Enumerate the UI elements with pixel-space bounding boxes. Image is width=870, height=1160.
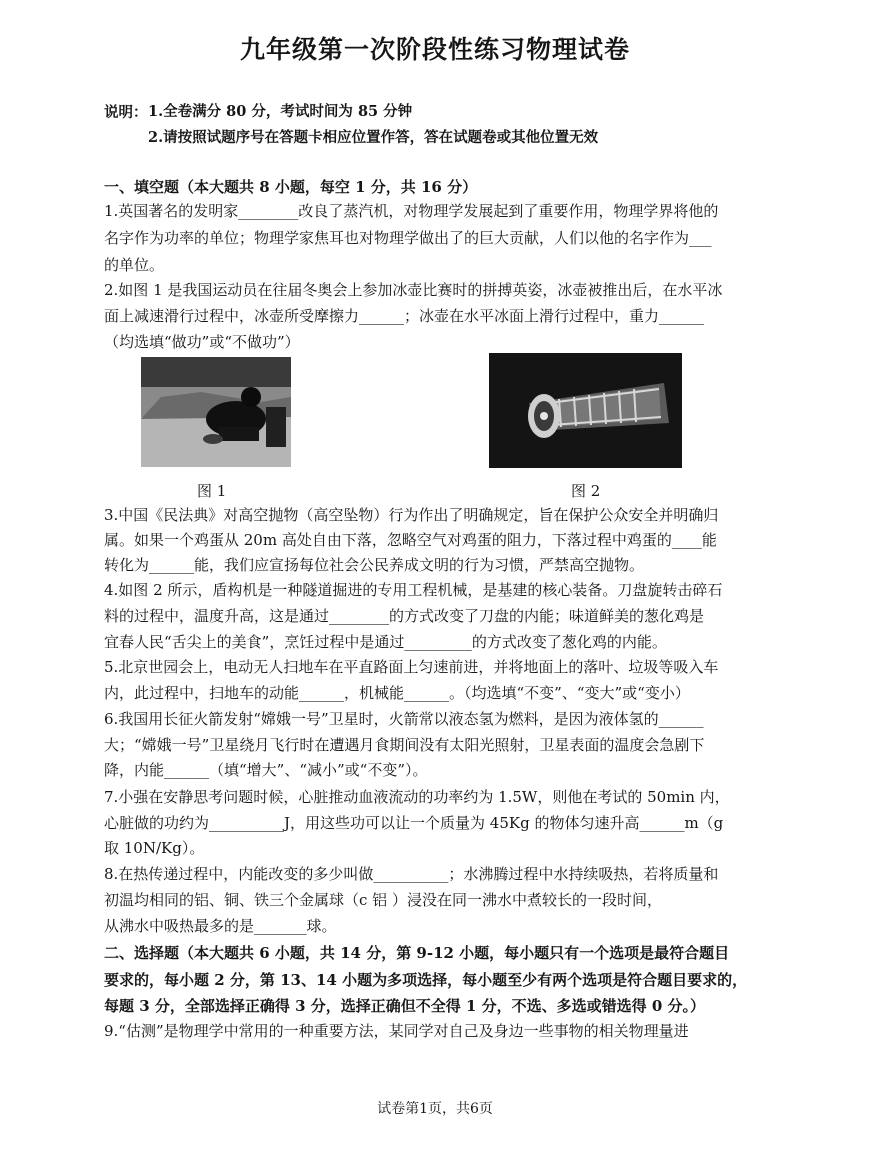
question-line: 2.如图 1 是我国运动员在往届冬奥会上参加冰壶比赛时的拼搏英姿，冰壶被推出后，在水平冰 xyxy=(104,281,723,299)
question-line: 面上减速滑行过程中，冰壶所受摩擦力______；冰壶在水平冰面上滑行过程中，重力______ xyxy=(104,307,705,325)
question-line: 心脏做的功约为__________J，用这些功可以让一个质量为 45Kg 的物体匀速升高______m（g xyxy=(104,814,724,832)
figure-1-curling-photo xyxy=(141,357,291,467)
question-line: 3.中国《民法典》对高空抛物（高空坠物）行为作出了明确规定，旨在保护公众安全并明确归 xyxy=(104,506,719,524)
figure-1-caption: 图 1 xyxy=(197,482,227,500)
question-line: 料的过程中，温度升高，这是通过________的方式改变了刀盘的内能；味道鲜美的葱化鸡是 xyxy=(104,607,705,625)
question-line: 从沸水中吸热最多的是_______球。 xyxy=(104,917,337,935)
question-line: 名字作为功率的单位；物理学家焦耳也对物理学做出了的巨大贡献，人们以他的名字作为___ xyxy=(104,229,712,247)
question-line: （均选填“做功”或“不做功”） xyxy=(104,333,300,351)
question-line: 宜春人民“舌尖上的美食”，烹饪过程中是通过_________的方式改变了葱化鸡的内能。 xyxy=(104,633,667,651)
question-line: 8.在热传递过程中，内能改变的多少叫做__________；水沸腾过程中水持续吸热，若将质量和 xyxy=(104,865,719,883)
notes-line-1: 1.全卷满分 80 分，考试时间为 85 分钟 xyxy=(148,103,413,120)
section-1-heading: 一、填空题（本大题共 8 小题，每空 1 分，共 16 分） xyxy=(104,178,478,196)
question-9-line: 9.“估测”是物理学中常用的一种重要方法，某同学对自己及身边一些事物的相关物理量进 xyxy=(104,1022,689,1040)
question-line: 7.小强在安静思考问题时候，心脏推动血液流动的功率约为 1.5W，则他在考试的 50min 内， xyxy=(104,788,730,806)
exam-title: 九年级第一次阶段性练习物理试卷 xyxy=(239,35,630,64)
section-2-heading-line: 每题 3 分，全部选择正确得 3 分，选择正确但不全得 1 分，不选、多选或错选得 0 分。） xyxy=(104,997,706,1015)
notes-line-2: 2.请按照试题序号在答题卡相应位置作答，答在试题卷或其他位置无效 xyxy=(148,129,599,146)
question-line: 内，此过程中，扫地车的动能______，机械能______。（均选填“不变”、“变大”或“变小） xyxy=(104,684,690,702)
question-line: 的单位。 xyxy=(104,256,165,274)
figure-2-boring-machine-photo xyxy=(489,353,682,468)
section-2-heading-line: 二、选择题（本大题共 6 小题，共 14 分，第 9-12 小题，每小题只有一个选项是最符合题目 xyxy=(104,944,730,962)
question-line: 5.北京世园会上，电动无人扫地车在平直路面上匀速前进，并将地面上的落叶、垃圾等吸入车 xyxy=(104,658,719,676)
question-line: 6.我国用长征火箭发射“嫦娥一号”卫星时，火箭常以液态氢为燃料，是因为液体氢的______ xyxy=(104,710,704,728)
question-line: 初温均相同的铝、铜、铁三个金属球（c 铝 ）浸没在同一沸水中煮较长的一段时间， xyxy=(104,891,662,909)
question-line: 属。如果一个鸡蛋从 20m 高处自由下落，忽略空气对鸡蛋的阻力，下落过程中鸡蛋的____能 xyxy=(104,531,717,549)
notes-label: 说明： xyxy=(104,104,148,121)
page-footer: 试卷第1页，共6页 xyxy=(377,1101,493,1117)
section-2-heading-line: 要求的，每小题 2 分，第 13、14 小题为多项选择，每小题至少有两个选项是符合题目要求的， xyxy=(104,971,748,989)
question-line: 取 10N/Kg）。 xyxy=(104,839,205,857)
question-line: 降，内能______（填“增大”、“减小”或“不变”）。 xyxy=(104,761,428,779)
question-line: 4.如图 2 所示，盾构机是一种隧道掘进的专用工程机械，是基建的核心装备。刀盘旋转击碎石 xyxy=(104,581,723,599)
question-line: 1.英国著名的发明家________改良了蒸汽机，对物理学发展起到了重要作用，物理学界将他的 xyxy=(104,202,719,220)
question-line: 大；“嫦娥一号”卫星绕月飞行时在遭遇月食期间没有太阳光照射，卫星表面的温度会急剧下 xyxy=(104,736,705,754)
question-line: 转化为______能，我们应宣扬每位社会公民养成文明的行为习惯，严禁高空抛物。 xyxy=(104,556,645,574)
figure-2-caption: 图 2 xyxy=(571,482,601,500)
